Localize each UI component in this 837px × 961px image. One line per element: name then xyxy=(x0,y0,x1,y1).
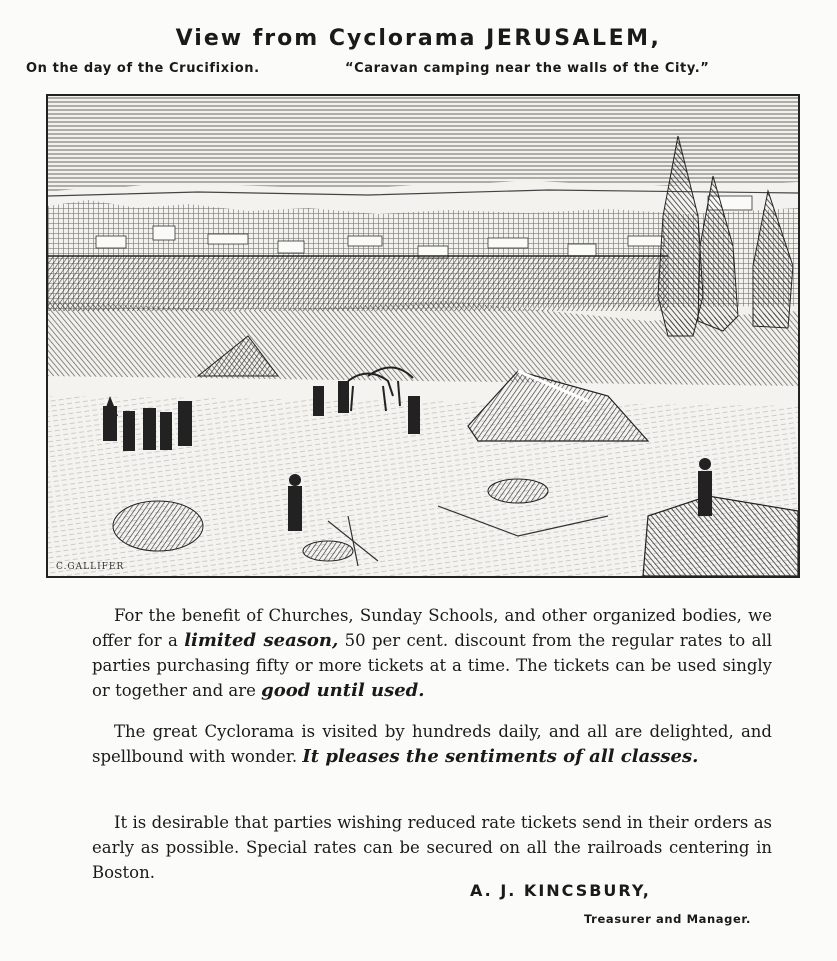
paragraph-discount xyxy=(92,603,772,703)
p1-before: For the benefit of Churches, Sunday Schools, and other organized bodies, we offer for a xyxy=(92,606,772,650)
limited-season-emphasis: limited season, xyxy=(184,630,339,651)
p2-before: The great Cyclorama is visited by hundreds daily, and all are delighted, and spellbound with wonder. xyxy=(92,722,772,766)
title-prefix: View from Cyclorama xyxy=(175,26,477,51)
cyclorama-engraving xyxy=(46,94,800,578)
page-title xyxy=(0,26,837,51)
p1-middle: 50 per cent. discount from the regular rates to all parties purchasing fifty or more tickets at a time. The tickets can be used singly or together and are xyxy=(92,631,772,700)
manager-title: Treasurer and Manager. xyxy=(584,912,751,926)
title-city: JERUSALEM, xyxy=(486,26,662,51)
paragraph-visitors xyxy=(92,719,772,769)
engraving-illustration xyxy=(48,96,798,576)
paragraph-orders: It is desirable that parties wishing reduced rate tickets send in their orders as early as possible. Special rates can be secured on all the railroads centering in Boston. xyxy=(92,813,772,882)
subtitle-crucifixion: On the day of the Crucifixion. xyxy=(26,61,260,76)
artist-signature: C.GALLIFER xyxy=(56,562,125,572)
sentiments-emphasis: It pleases the sentiments of all classes. xyxy=(302,746,699,767)
good-until-used-emphasis: good until used. xyxy=(261,680,425,701)
subtitle-caravan: “Caravan camping near the walls of the City.” xyxy=(345,61,710,76)
city-walls xyxy=(48,256,668,311)
manager-signature: A. J. KINCSBURY, xyxy=(470,881,651,900)
